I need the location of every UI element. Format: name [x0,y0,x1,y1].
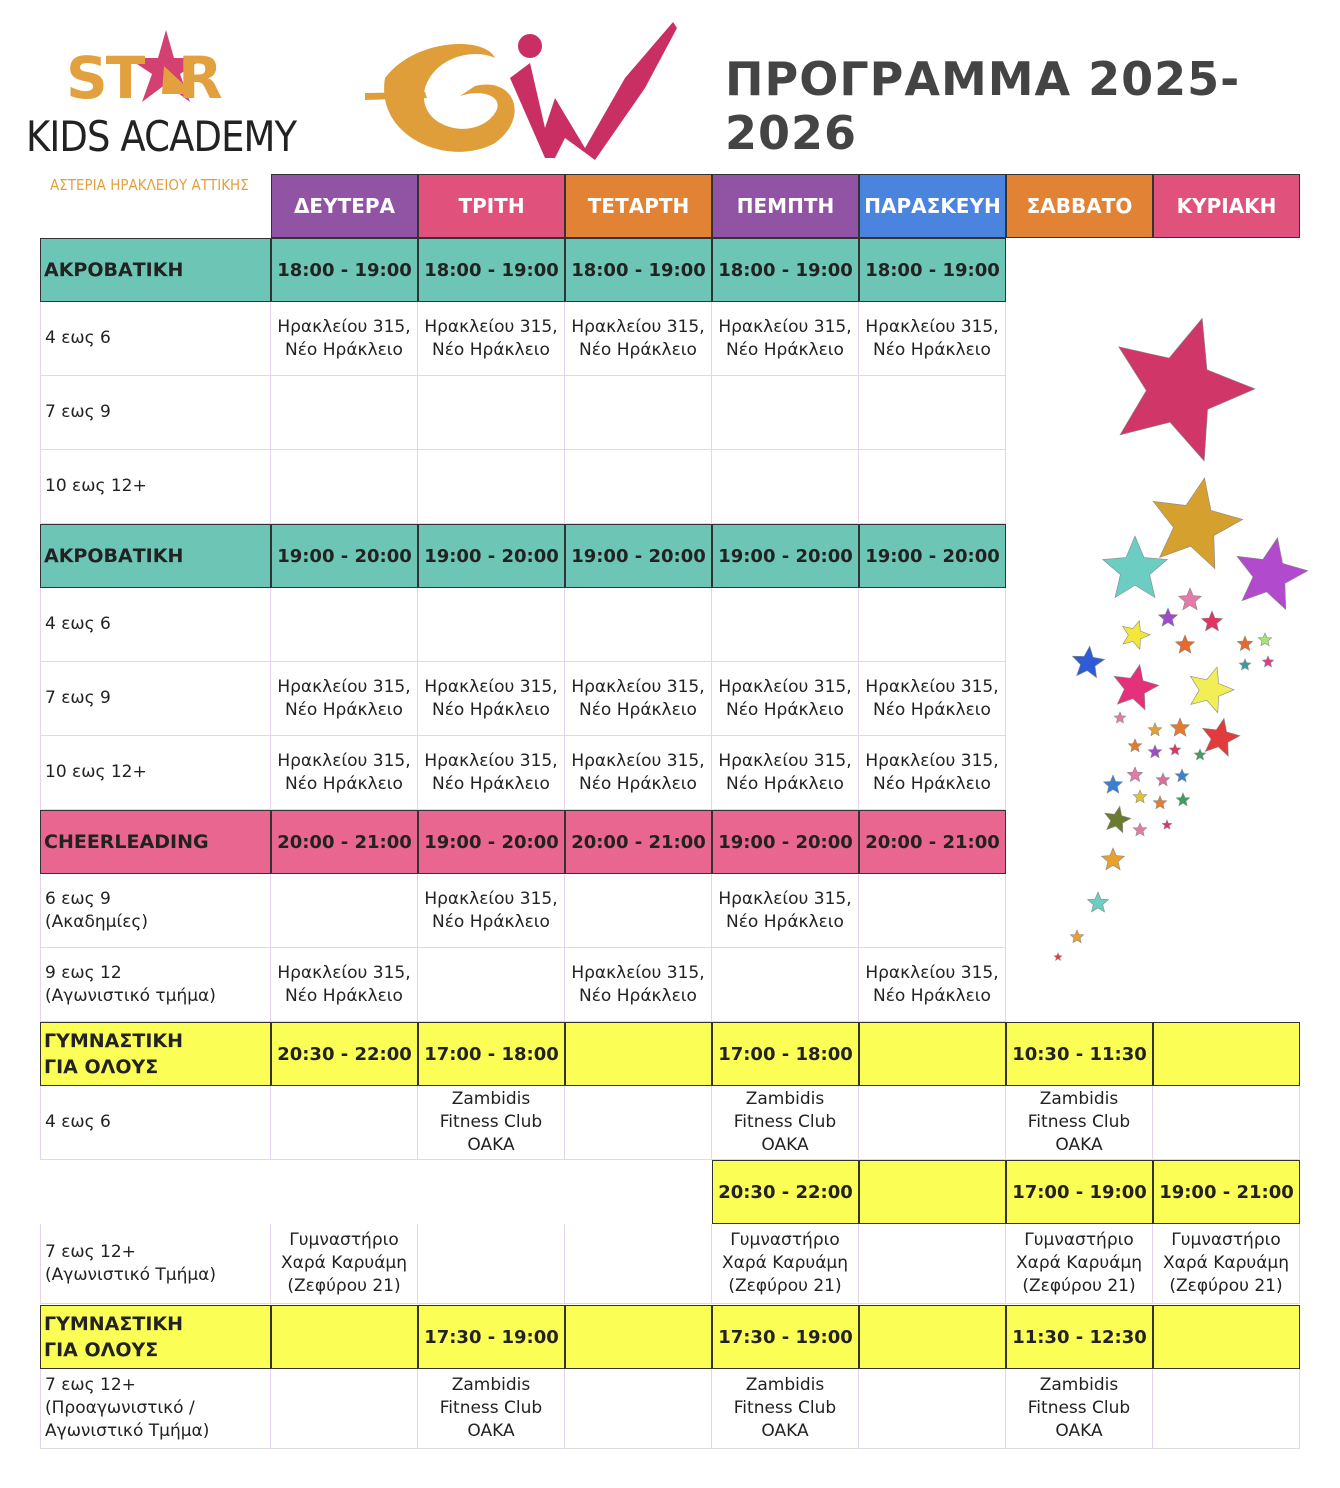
table-cell: Zambidis Fitness Club OAKA [1006,1086,1153,1160]
section-time-5-2: 17:30 - 19:00 [418,1305,565,1369]
section-time-2-4: 19:00 - 20:00 [712,524,859,588]
section-subtime-1: 20:30 - 22:00 [712,1160,859,1224]
section-time-3-5: 20:00 - 21:00 [859,810,1006,874]
table-cell: Ηρακλείου 315, Νέο Ηράκλειο [271,948,418,1022]
table-cell [418,588,565,662]
table-cell [565,1086,712,1160]
table-cell [859,874,1006,948]
section-subtime-4: 19:00 - 21:00 [1153,1160,1300,1224]
table-cell: Ηρακλείου 315, Νέο Ηράκλειο [418,302,565,376]
section-time-5-4: 17:30 - 19:00 [712,1305,859,1369]
table-cell: Ηρακλείου 315, Νέο Ηράκλειο [712,736,859,810]
section-header-5: ΓΥΜΝΑΣΤΙΚΗ ΓΙΑ ΟΛΟΥΣ [40,1305,271,1369]
table-cell: Zambidis Fitness Club OAKA [1006,1369,1153,1449]
day-header-4: ΠΕΜΠΤΗ [712,174,859,238]
logo-subtitle: ΑΣΤΕΡΙΑ ΗΡΑΚΛΕΙΟΥ ΑΤΤΙΚΗΣ [50,176,249,194]
table-cell: Zambidis Fitness Club OAKA [712,1369,859,1449]
section-time-1-1: 18:00 - 19:00 [271,238,418,302]
section-time-3-2: 19:00 - 20:00 [418,810,565,874]
table-cell: Ηρακλείου 315, Νέο Ηράκλειο [271,662,418,736]
row-label: 7 εως 12+ (Προαγωνιστικό / Αγωνιστικό Τμήμα) [40,1369,271,1449]
table-cell: Zambidis Fitness Club OAKA [418,1086,565,1160]
table-cell: Ηρακλείου 315, Νέο Ηράκλειο [565,948,712,1022]
section-header-3: CHEERLEADING [40,810,271,874]
table-cell: Ηρακλείου 315, Νέο Ηράκλειο [565,662,712,736]
row-label: 4 εως 6 [40,1086,271,1160]
day-header-2: ΤΡΙΤΗ [418,174,565,238]
table-cell: Ηρακλείου 315, Νέο Ηράκλειο [565,302,712,376]
row-label: 6 εως 9 (Ακαδημίες) [40,874,271,948]
day-header-1: ΔΕΥΤΕΡΑ [271,174,418,238]
table-cell: Ηρακλείου 315, Νέο Ηράκλειο [859,948,1006,1022]
table-cell [712,588,859,662]
table-cell [271,376,418,450]
table-cell: Zambidis Fitness Club OAKA [712,1086,859,1160]
table-cell: Zambidis Fitness Club OAKA [418,1369,565,1449]
table-cell [565,588,712,662]
row-label: 7 εως 9 [40,376,271,450]
section-time-5-1 [271,1305,418,1369]
section-time-1-3: 18:00 - 19:00 [565,238,712,302]
table-cell [271,874,418,948]
section-time-2-5: 19:00 - 20:00 [859,524,1006,588]
table-cell [712,376,859,450]
table-cell [859,588,1006,662]
table-cell [565,450,712,524]
table-cell [565,1369,712,1449]
table-cell [859,376,1006,450]
table-cell: Ηρακλείου 315, Νέο Ηράκλειο [565,736,712,810]
section-time-5-7 [1153,1305,1300,1369]
table-cell [565,874,712,948]
table-cell [859,450,1006,524]
section-time-1-2: 18:00 - 19:00 [418,238,565,302]
table-cell: Ηρακλείου 315, Νέο Ηράκλειο [712,662,859,736]
day-header-7: ΚΥΡΙΑΚΗ [1153,174,1300,238]
table-cell: Ηρακλείου 315, Νέο Ηράκλειο [418,736,565,810]
table-cell: Ηρακλείου 315, Νέο Ηράκλειο [859,302,1006,376]
table-cell: Γυμναστήριο Χαρά Καρυάμη (Ζεφύρου 21) [712,1224,859,1304]
row-label: 4 εως 6 [40,588,271,662]
row-label: 9 εως 12 (Αγωνιστικό τμήμα) [40,948,271,1022]
table-cell [565,1224,712,1304]
section-time-4-5 [859,1022,1006,1086]
logo-text-kids-academy: KIDS ACADEMY [26,112,297,161]
logo-text-r: R [178,44,223,112]
page-title: ΠΡΟΓΡΑΜΜΑ 2025-2026 [725,52,1241,160]
section-time-1-4: 18:00 - 19:00 [712,238,859,302]
section-subtime-2 [859,1160,1006,1224]
row-label: 4 εως 6 [40,302,271,376]
row-label: 7 εως 9 [40,662,271,736]
section-time-2-3: 19:00 - 20:00 [565,524,712,588]
table-cell [712,450,859,524]
table-cell [271,1369,418,1449]
table-cell [859,1369,1006,1449]
table-cell [418,1224,565,1304]
table-cell [418,948,565,1022]
section-time-2-2: 19:00 - 20:00 [418,524,565,588]
table-cell [859,1086,1006,1160]
section-time-5-3 [565,1305,712,1369]
section-time-3-3: 20:00 - 21:00 [565,810,712,874]
section-time-4-6: 10:30 - 11:30 [1006,1022,1153,1086]
row-label: 10 εως 12+ [40,736,271,810]
day-header-6: ΣΑΒΒΑΤΟ [1006,174,1153,238]
section-time-4-2: 17:00 - 18:00 [418,1022,565,1086]
section-time-4-4: 17:00 - 18:00 [712,1022,859,1086]
section-time-1-5: 18:00 - 19:00 [859,238,1006,302]
table-cell [1153,1086,1300,1160]
section-header-4: ΓΥΜΝΑΣΤΙΚΗ ΓΙΑ ΟΛΟΥΣ [40,1022,271,1086]
section-header-1: ΑΚΡΟΒΑΤΙΚΗ [40,238,271,302]
table-cell [271,450,418,524]
table-cell: Γυμναστήριο Χαρά Καρυάμη (Ζεφύρου 21) [271,1224,418,1304]
table-cell: Ηρακλείου 315, Νέο Ηράκλειο [859,662,1006,736]
table-cell: Ηρακλείου 315, Νέο Ηράκλειο [859,736,1006,810]
table-cell [712,948,859,1022]
table-cell: Γυμναστήριο Χαρά Καρυάμη (Ζεφύρου 21) [1006,1224,1153,1304]
section-time-5-6: 11:30 - 12:30 [1006,1305,1153,1369]
section-time-3-1: 20:00 - 21:00 [271,810,418,874]
logo-text-st: ST [66,44,144,112]
table-cell: Γυμναστήριο Χαρά Καρυάμη (Ζεφύρου 21) [1153,1224,1300,1304]
row-label: 10 εως 12+ [40,450,271,524]
table-cell: Ηρακλείου 315, Νέο Ηράκλειο [712,874,859,948]
section-time-3-4: 19:00 - 20:00 [712,810,859,874]
section-time-5-5 [859,1305,1006,1369]
table-cell: Ηρακλείου 315, Νέο Ηράκλειο [418,662,565,736]
table-cell: Ηρακλείου 315, Νέο Ηράκλειο [418,874,565,948]
table-cell [859,1224,1006,1304]
table-cell [271,1086,418,1160]
table-cell [418,450,565,524]
row-label: 7 εως 12+ (Αγωνιστικό Τμήμα) [40,1224,271,1304]
section-time-4-3 [565,1022,712,1086]
day-header-3: ΤΕΤΑΡΤΗ [565,174,712,238]
table-cell [271,588,418,662]
section-time-4-7 [1153,1022,1300,1086]
day-header-5: ΠΑΡΑΣΚΕΥΗ [859,174,1006,238]
section-time-4-1: 20:30 - 22:00 [271,1022,418,1086]
table-cell [1153,1369,1300,1449]
table-cell: Ηρακλείου 315, Νέο Ηράκλειο [712,302,859,376]
table-cell: Ηρακλείου 315, Νέο Ηράκλειο [271,736,418,810]
section-subtime-3: 17:00 - 19:00 [1006,1160,1153,1224]
table-cell [418,376,565,450]
stars-decoration-icon [1040,300,1330,980]
table-cell [565,376,712,450]
table-cell: Ηρακλείου 315, Νέο Ηράκλειο [271,302,418,376]
section-header-2: ΑΚΡΟΒΑΤΙΚΗ [40,524,271,588]
section-time-2-1: 19:00 - 20:00 [271,524,418,588]
